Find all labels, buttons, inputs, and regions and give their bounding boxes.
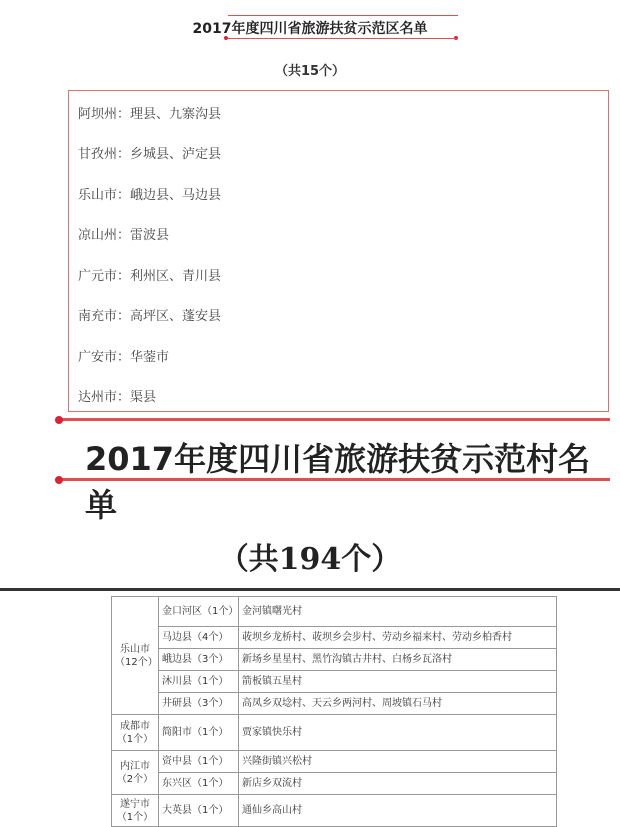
villages-cell: 贾家镇快乐村: [239, 715, 557, 751]
list-item: 广安市：华蓥市: [78, 350, 170, 365]
villages-cell: 兴隆街镇兴松村: [239, 751, 557, 773]
county-cell: 大英县（1个）: [159, 795, 239, 827]
county-cell: 马边县（4个）: [159, 627, 239, 649]
table-row: [112, 597, 557, 627]
villages-cell: 箭板镇五星村: [239, 671, 557, 693]
county-cell: 东兴区（1个）: [159, 773, 239, 795]
county-cell: 沐川县（1个）: [159, 671, 239, 693]
table-row: [112, 715, 557, 751]
title-underline-top: [228, 15, 458, 16]
decor-dot: [55, 416, 63, 424]
city-cell: 乐山市（12个）: [112, 597, 159, 715]
decor-dot: [55, 476, 63, 484]
demo-village-table: [111, 596, 557, 827]
list-item: 凉山州：雷波县: [78, 228, 170, 243]
section2-title: 2017年度四川省旅游扶贫示范村名单: [85, 440, 591, 524]
section2-count: （共194个）: [218, 542, 402, 577]
villages-cell: 新场乡星星村、黑竹沟镇古井村、白杨乡瓦洛村: [239, 649, 557, 671]
list-item: 阿坝州：理县、九寨沟县: [78, 107, 222, 122]
villages-cell: 高凤乡双埝村、天云乡两河村、周坡镇石马村: [239, 693, 557, 715]
villages-cell: 通仙乡高山村: [239, 795, 557, 827]
table-row: [112, 751, 557, 773]
county-cell: 资中县（1个）: [159, 751, 239, 773]
city-cell: 遂宁市（1个）: [112, 795, 159, 827]
list-item: 甘孜州：乡城县、泸定县: [78, 147, 222, 162]
city-cell: 成都市（1个）: [112, 715, 159, 751]
title-underline-bottom: [228, 38, 458, 39]
county-cell: 金口河区（1个）: [159, 597, 239, 627]
demo-area-list: [68, 90, 609, 412]
list-item: 南充市：高坪区、蓬安县: [78, 309, 222, 324]
county-cell: 简阳市（1个）: [159, 715, 239, 751]
image-separator: [0, 588, 620, 591]
list-item: 达州市：渠县: [78, 390, 157, 405]
section1-title: 2017年度四川省旅游扶贫示范区名单: [192, 21, 428, 37]
villages-cell: 金河镇曙光村: [239, 597, 557, 627]
list-item: 广元市：利州区、青川县: [78, 269, 222, 284]
table-row: [112, 693, 557, 715]
list-item: 乐山市：峨边县、马边县: [78, 188, 222, 203]
table-row: [112, 795, 557, 827]
villages-cell: 新店乡双流村: [239, 773, 557, 795]
table-row: [112, 671, 557, 693]
county-cell: 峨边县（3个）: [159, 649, 239, 671]
title2-rule-top: [62, 418, 610, 421]
table-row: [112, 649, 557, 671]
villages-cell: 荍坝乡龙桥村、荍坝乡会步村、劳动乡福来村、劳动乡柏香村: [239, 627, 557, 649]
title2-rule-bottom: [62, 478, 610, 481]
county-cell: 井研县（3个）: [159, 693, 239, 715]
section1-count: （共15个）: [274, 64, 346, 79]
table-row: [112, 773, 557, 795]
table-row: [112, 627, 557, 649]
city-cell: 内江市（2个）: [112, 751, 159, 795]
